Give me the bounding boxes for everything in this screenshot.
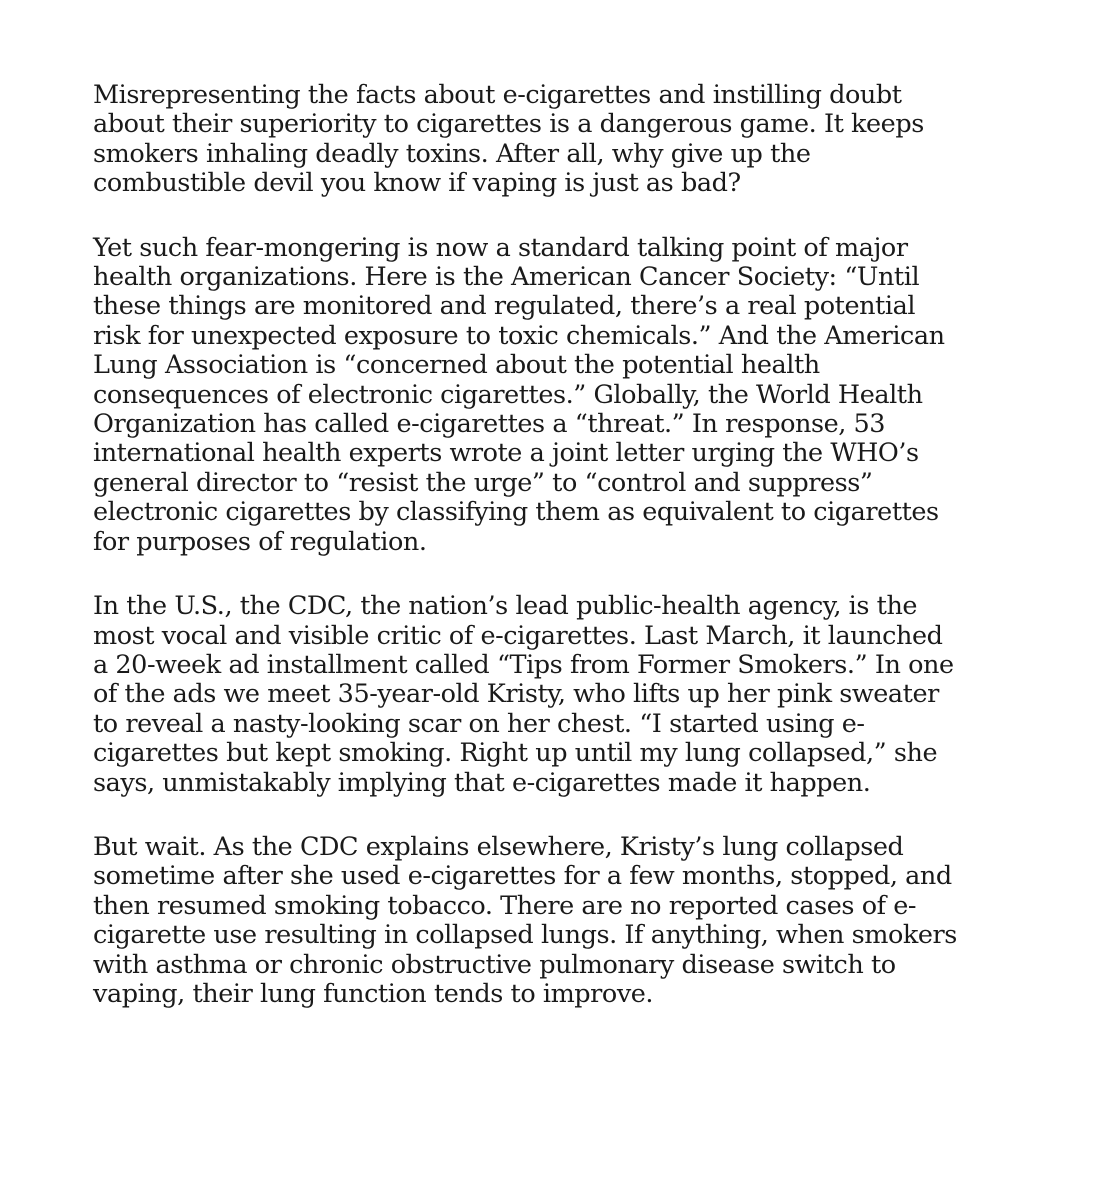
- paragraph-1: [93, 81, 1023, 199]
- text-line: Yet such fear-mongering is now a standard talking point of major: [93, 232, 908, 263]
- text-line: these things are monitored and regulated, there’s a real potential: [93, 291, 916, 322]
- text-line: about their superiority to cigarettes is a dangerous game. It keeps: [93, 109, 924, 140]
- text-line: health organizations. Here is the American Cancer Society: “Until: [93, 262, 920, 293]
- text-line: general director to “resist the urge” to “control and suppress”: [93, 467, 873, 498]
- text-line: for purposes of regulation.: [93, 526, 427, 557]
- text-line: international health experts wrote a joint letter urging the WHO’s: [93, 438, 919, 469]
- paragraph-4: [93, 833, 1023, 1009]
- text-line: cigarette use resulting in collapsed lungs. If anything, when smokers: [93, 920, 957, 951]
- text-line: Misrepresenting the facts about e-cigarettes and instilling doubt: [93, 80, 902, 110]
- paragraph-3: [93, 592, 1023, 798]
- text-line: Organization has called e-cigarettes a “threat.” In response, 53: [93, 409, 886, 440]
- text-line: combustible devil you know if vaping is just as bad?: [93, 168, 741, 199]
- text-line: sometime after she used e-cigarettes for a few months, stopped, and: [93, 861, 952, 892]
- text-line: electronic cigarettes by classifying them as equivalent to cigarettes: [93, 497, 939, 528]
- text-line: then resumed smoking tobacco. There are no reported cases of e-: [93, 890, 917, 921]
- text-line: a 20-week ad installment called “Tips from Former Smokers.” In one: [93, 649, 954, 680]
- text-line: to reveal a nasty-looking scar on her chest. “I started using e-: [93, 708, 865, 739]
- text-line: of the ads we meet 35-year-old Kristy, who lifts up her pink sweater: [93, 679, 939, 710]
- text-line: vaping, their lung function tends to improve.: [93, 978, 654, 1009]
- article-body: [93, 81, 1023, 1044]
- text-line: with asthma or chronic obstructive pulmonary disease switch to: [93, 949, 896, 980]
- text-line: smokers inhaling deadly toxins. After all, why give up the: [93, 138, 811, 169]
- text-line: risk for unexpected exposure to toxic chemicals.” And the American: [93, 320, 945, 351]
- text-line: consequences of electronic cigarettes.” Globally, the World Health: [93, 379, 923, 410]
- text-line: most vocal and visible critic of e-cigarettes. Last March, it launched: [93, 620, 943, 651]
- text-line: says, unmistakably implying that e-cigarettes made it happen.: [93, 767, 871, 798]
- text-line: Lung Association is “concerned about the potential health: [93, 350, 820, 381]
- text-line: cigarettes but kept smoking. Right up until my lung collapsed,” she: [93, 738, 938, 769]
- text-line: In the U.S., the CDC, the nation’s lead public-health agency, is the: [93, 591, 918, 622]
- text-line: But wait. As the CDC explains elsewhere, Kristy’s lung collapsed: [93, 831, 904, 862]
- paragraph-2: [93, 234, 1023, 557]
